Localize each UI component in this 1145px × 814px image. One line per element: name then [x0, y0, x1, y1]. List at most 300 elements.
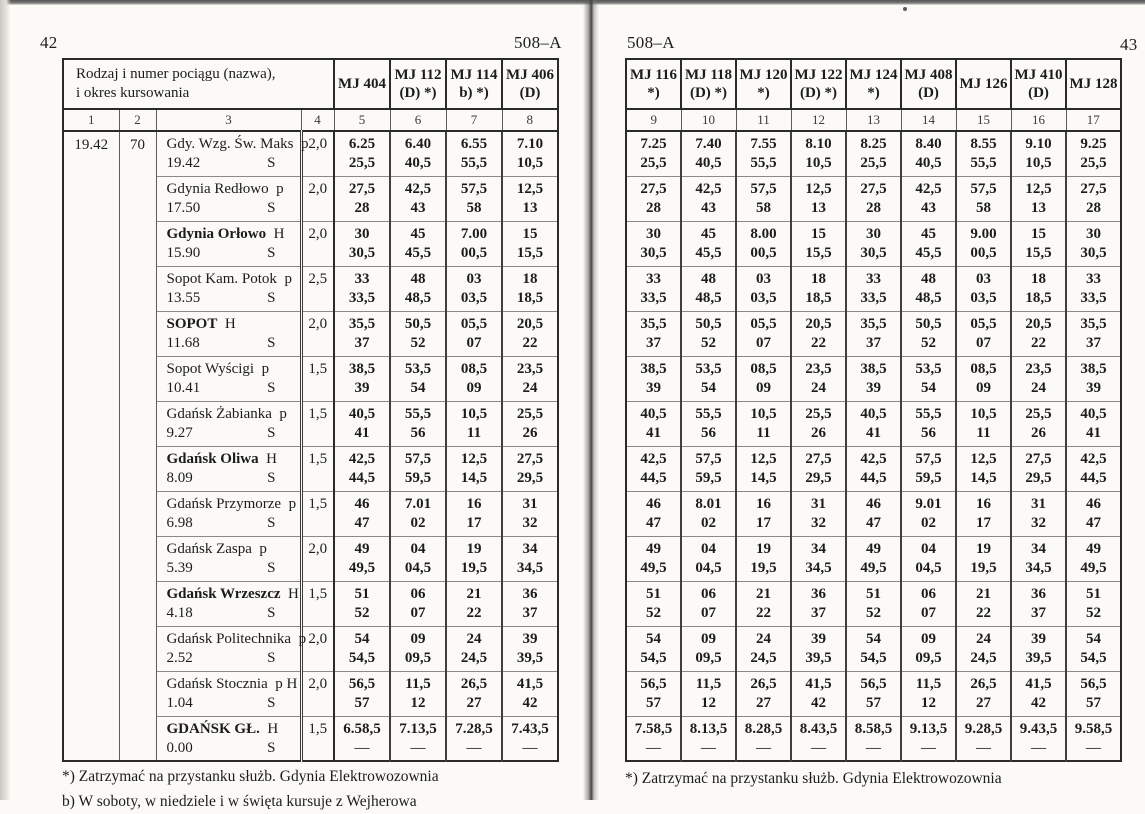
time-line2: 33,5 [348, 289, 376, 306]
time-lines [1067, 222, 1120, 263]
time-lines [503, 537, 557, 578]
time-line1: 8.43,5 [799, 720, 838, 737]
column-number: 8 [502, 109, 558, 131]
time-line2: 14,5 [750, 469, 777, 486]
time-lines [792, 132, 845, 173]
time-line1: 05,5 [970, 315, 997, 332]
time-lines [682, 312, 735, 353]
time-cell [901, 446, 956, 491]
time-line2: 07 [410, 604, 426, 621]
time-cell [1066, 176, 1121, 221]
time-line1: 50,5 [915, 315, 942, 332]
left-page-number: 42 [40, 33, 58, 52]
time-cell [736, 536, 791, 581]
column-number: 6 [390, 109, 446, 131]
station-cell [156, 401, 301, 446]
time-line2: 42 [811, 694, 826, 711]
km-start-cell: 19.42 [63, 131, 119, 761]
time-cell [846, 131, 901, 176]
time-lines [627, 267, 680, 308]
time-line2: 54,5 [348, 649, 376, 666]
station-km: 10.41 [166, 379, 201, 396]
time-lines [902, 717, 955, 758]
station-km-line [157, 424, 300, 443]
time-cell [626, 356, 681, 401]
time-line1: 42,5 [860, 450, 887, 467]
station-name: Gdańsk Wrzeszcz H [166, 585, 299, 602]
footnote: b) W soboty, w niedziele i w święta kursuje z Wejherowa [62, 793, 417, 810]
time-line1: 9.28,5 [964, 720, 1003, 737]
time-line1: 12,5 [516, 180, 544, 197]
time-line1: 51 [866, 585, 881, 602]
time-cell [446, 266, 502, 311]
time-cell [846, 536, 901, 581]
time-cell [446, 221, 502, 266]
time-lines [1012, 312, 1065, 353]
time-lines [335, 312, 389, 353]
time-line2: — [756, 739, 771, 756]
station-km: 4.18 [166, 604, 193, 621]
time-lines [447, 717, 501, 758]
time-line2: 32 [1031, 514, 1046, 531]
table-row [626, 356, 1121, 401]
time-line1: 36 [811, 585, 826, 602]
station-name-text: Gdańsk Przymorze [166, 495, 282, 512]
train-name: MJ 116 [629, 67, 678, 83]
time-line1: 41,5 [516, 675, 544, 692]
station-name-text: Gdańsk Zaspa [166, 540, 252, 557]
station-km-line [157, 514, 300, 533]
time-line2: 40,5 [695, 155, 722, 171]
station-km: 17.50 [166, 199, 201, 216]
time-lines [503, 267, 557, 308]
time-line1: 27,5 [348, 180, 376, 197]
table-row [626, 626, 1121, 671]
time-lines [391, 447, 445, 488]
time-line2: 32 [522, 514, 538, 531]
time-line1: 05,5 [460, 315, 488, 332]
time-line2: 52 [354, 604, 370, 621]
time-cell [956, 221, 1011, 266]
train-column-header [681, 59, 736, 109]
time-line2: 45,5 [404, 244, 432, 261]
time-line2: 09 [466, 379, 482, 396]
time-line2: 52 [921, 334, 936, 351]
time-cell [901, 266, 956, 311]
train-name: MJ 112 [394, 67, 442, 83]
time-lines [902, 222, 955, 263]
time-lines [1067, 627, 1120, 668]
time-lines [902, 132, 955, 173]
time-cell [791, 626, 846, 671]
time-cell [901, 536, 956, 581]
time-line1: 42,5 [640, 450, 667, 467]
time-line1: 51 [646, 585, 661, 602]
time-lines [447, 177, 501, 218]
time-lines [847, 537, 900, 578]
time-line1: 18 [522, 270, 538, 287]
time-line1: 55,5 [404, 405, 432, 422]
time-line2: 00,5 [970, 244, 997, 261]
time-line1: 57,5 [970, 180, 997, 197]
time-cell [791, 176, 846, 221]
time-cell [681, 671, 736, 716]
train-column-header [502, 59, 558, 109]
time-line1: 57,5 [460, 180, 488, 197]
time-cell [901, 311, 956, 356]
time-cell [334, 311, 390, 356]
time-cell [846, 221, 901, 266]
time-lines [627, 312, 680, 353]
time-line1: 16 [466, 495, 482, 512]
station-s-flag: S [267, 199, 276, 216]
station-s-flag: S [267, 334, 276, 351]
time-line2: 25,5 [860, 155, 887, 171]
dwell-time-cell: 2,0 [301, 221, 334, 266]
station-km-line [157, 199, 300, 218]
time-cell [334, 536, 390, 581]
time-line2: 22 [522, 334, 538, 351]
time-line1: 48 [921, 270, 936, 287]
time-cell [736, 311, 791, 356]
timetable-left [62, 58, 559, 762]
time-cell [502, 671, 558, 716]
time-line2: 41 [1086, 424, 1101, 441]
time-lines [792, 717, 845, 758]
time-line1: 18 [811, 270, 826, 287]
station-km: 1.04 [166, 694, 193, 711]
dwell-time-cell: 1,5 [301, 491, 334, 536]
time-line2: 54,5 [640, 649, 667, 666]
train-column-header [334, 59, 390, 109]
time-lines [957, 312, 1010, 353]
time-line2: 37 [811, 604, 826, 621]
station-km: 2.52 [166, 649, 193, 666]
time-cell [390, 131, 446, 176]
time-line2: 00,5 [460, 244, 488, 261]
time-line2: 26 [811, 424, 826, 441]
time-cell [390, 536, 446, 581]
time-line2: 13 [1031, 199, 1046, 216]
time-line2: 44,5 [1080, 469, 1107, 486]
time-line1: 03 [756, 270, 771, 287]
time-line2: 03,5 [460, 289, 488, 306]
time-lines [1067, 267, 1120, 308]
time-line1: 54 [646, 630, 661, 647]
time-line1: 6.55 [460, 136, 488, 152]
time-line1: 7.43,5 [511, 720, 549, 737]
time-lines [847, 177, 900, 218]
table-row [626, 671, 1121, 716]
column-number: 3 [156, 109, 301, 131]
time-line2: 33,5 [640, 289, 667, 306]
time-cell [956, 176, 1011, 221]
time-lines [1012, 582, 1065, 623]
time-line2: 43 [921, 199, 936, 216]
station-km: 15.90 [166, 244, 201, 261]
time-lines [682, 357, 735, 398]
station-s-flag: S [267, 469, 276, 486]
time-line2: 54,5 [860, 649, 887, 666]
station-cell [156, 356, 301, 401]
time-cell [446, 311, 502, 356]
time-lines [737, 447, 790, 488]
time-cell [334, 446, 390, 491]
time-cell [1066, 491, 1121, 536]
time-cell [1066, 446, 1121, 491]
station-cell [156, 176, 301, 221]
time-lines [847, 402, 900, 443]
time-cell [334, 671, 390, 716]
time-cell [956, 581, 1011, 626]
time-cell [390, 176, 446, 221]
right-footnotes [625, 766, 1002, 791]
time-line1: 06 [921, 585, 936, 602]
time-line2: 27 [976, 694, 991, 711]
time-line1: 04 [410, 540, 426, 557]
left-footnotes [62, 764, 439, 814]
time-cell [901, 131, 956, 176]
time-line2: 22 [976, 604, 991, 621]
time-line1: 53,5 [695, 360, 722, 377]
time-lines [335, 357, 389, 398]
time-cell [846, 716, 901, 761]
time-cell [626, 176, 681, 221]
time-line2: 07 [921, 604, 936, 621]
time-lines [503, 627, 557, 668]
time-line2: 09,5 [695, 649, 722, 666]
station-s-flag: S [267, 739, 276, 756]
time-line2: 56 [921, 424, 936, 441]
time-line2: 39,5 [1025, 649, 1052, 666]
time-line2: 59,5 [695, 469, 722, 486]
time-line2: 37 [1031, 604, 1046, 621]
station-name-text: Gdańsk Stocznia [166, 675, 268, 692]
time-line2: 54 [410, 379, 426, 396]
time-lines [737, 672, 790, 713]
column-number: 14 [901, 109, 956, 131]
station-cell [156, 536, 301, 581]
time-line1: 33 [354, 270, 370, 287]
time-line2: 11 [756, 424, 771, 441]
time-lines [737, 132, 790, 173]
time-lines [792, 492, 845, 533]
time-cell [956, 311, 1011, 356]
time-cell [1011, 581, 1066, 626]
time-line1: 25,5 [516, 405, 544, 422]
table-row [626, 221, 1121, 266]
time-line1: 7.01 [404, 495, 432, 512]
column-header-description [63, 59, 334, 109]
station-name: Gdynia Orłowo H [166, 225, 285, 242]
time-line1: 41,5 [805, 675, 832, 692]
time-cell [626, 491, 681, 536]
station-name: Gdy. Wzg. Św. Maks p [166, 136, 309, 152]
time-line2: 12 [921, 694, 936, 711]
time-cell [390, 401, 446, 446]
time-cell [956, 446, 1011, 491]
column-number: 10 [681, 109, 736, 131]
time-lines [1012, 627, 1065, 668]
time-lines [847, 672, 900, 713]
train-note: (D) *) [799, 85, 838, 101]
time-line2: 18,5 [805, 289, 832, 306]
time-line1: 24 [756, 630, 771, 647]
time-lines [391, 537, 445, 578]
time-lines [957, 447, 1010, 488]
time-lines [1067, 717, 1120, 758]
time-cell [626, 626, 681, 671]
time-cell [791, 266, 846, 311]
time-line1: 40,5 [640, 405, 667, 422]
time-lines [902, 357, 955, 398]
time-line1: 31 [522, 495, 538, 512]
time-lines [902, 627, 955, 668]
time-line1: 11,5 [405, 675, 431, 692]
dwell-time-cell: 1,5 [301, 446, 334, 491]
dwell-time-cell: 2,0 [301, 311, 334, 356]
time-line1: 08,5 [970, 360, 997, 377]
time-line1: 7.10 [516, 136, 544, 152]
time-cell [502, 581, 558, 626]
station-km-line [157, 649, 300, 668]
time-line1: 27,5 [516, 450, 544, 467]
time-lines [847, 717, 900, 758]
time-lines [447, 672, 501, 713]
station-cell [156, 671, 301, 716]
time-cell [791, 356, 846, 401]
time-line1: 9.01 [915, 495, 942, 512]
time-lines [1067, 492, 1120, 533]
time-cell [334, 221, 390, 266]
time-cell [901, 401, 956, 446]
time-line2: 55,5 [750, 155, 777, 171]
time-line1: 7.13,5 [399, 720, 437, 737]
time-lines [682, 672, 735, 713]
time-line1: 45 [921, 225, 936, 242]
time-line2: 07 [756, 334, 771, 351]
time-lines [627, 402, 680, 443]
dwell-time-cell: 2,0 [301, 671, 334, 716]
table-row [626, 536, 1121, 581]
column-number: 2 [119, 109, 156, 131]
time-line2: 30,5 [640, 244, 667, 261]
time-cell [956, 131, 1011, 176]
time-line2: 39 [1086, 379, 1101, 396]
time-cell [446, 491, 502, 536]
time-line2: 57 [354, 694, 370, 711]
time-cell [446, 671, 502, 716]
time-line2: 14,5 [460, 469, 488, 486]
time-line1: 24 [466, 630, 482, 647]
train-note: (D) *) [689, 85, 728, 101]
time-line1: 7.58,5 [634, 720, 673, 737]
time-lines [682, 537, 735, 578]
station-name-text: Gdynia Orłowo [166, 225, 267, 242]
time-line1: 7.40 [695, 136, 722, 152]
time-line1: 38,5 [640, 360, 667, 377]
train-note: *) [867, 85, 880, 101]
time-lines [957, 537, 1010, 578]
time-line2: — [522, 739, 538, 756]
train-column-header [956, 59, 1011, 109]
time-line2: 56 [701, 424, 716, 441]
time-line1: 25,5 [1025, 405, 1052, 422]
time-lines [737, 717, 790, 758]
time-cell [1011, 626, 1066, 671]
time-line1: 30 [354, 225, 370, 242]
dwell-time-cell: 1,5 [301, 401, 334, 446]
time-lines [847, 132, 900, 173]
station-km: 11.68 [166, 334, 200, 351]
time-line1: 7.25 [640, 136, 667, 152]
time-cell [846, 356, 901, 401]
train-group-number-cell: 70 [119, 131, 156, 761]
time-line2: 57 [866, 694, 881, 711]
time-lines [627, 222, 680, 263]
time-line1: 12,5 [750, 450, 777, 467]
time-line2: 11 [466, 424, 482, 441]
time-lines [682, 627, 735, 668]
time-lines [737, 222, 790, 263]
time-cell [502, 446, 558, 491]
time-line2: 15,5 [1025, 244, 1052, 261]
station-s-flag: S [267, 379, 276, 396]
time-cell [626, 446, 681, 491]
time-lines [792, 582, 845, 623]
time-line2: 28 [354, 199, 370, 216]
time-line1: 9.13,5 [909, 720, 948, 737]
time-cell [1066, 536, 1121, 581]
time-line2: 57 [646, 694, 661, 711]
station-name: GDAŃSK GŁ. H [166, 720, 279, 737]
time-line2: 13 [811, 199, 826, 216]
train-column-header [791, 59, 846, 109]
time-cell [1066, 311, 1121, 356]
time-line1: 24 [976, 630, 991, 647]
time-line1: 11,5 [915, 675, 942, 692]
time-lines [335, 402, 389, 443]
time-cell [736, 626, 791, 671]
time-lines [1067, 447, 1120, 488]
train-name: MJ 120 [739, 67, 788, 83]
time-cell [901, 671, 956, 716]
time-line1: 9.58,5 [1074, 720, 1113, 737]
time-cell [846, 446, 901, 491]
time-lines [1067, 312, 1120, 353]
time-lines [391, 627, 445, 668]
time-line1: 06 [410, 585, 426, 602]
time-cell [446, 536, 502, 581]
time-lines [1067, 537, 1120, 578]
time-line1: 35,5 [1080, 315, 1107, 332]
time-cell [390, 266, 446, 311]
left-route-code: 508–A [514, 33, 562, 52]
time-line1: 12,5 [460, 450, 488, 467]
train-column-header [736, 59, 791, 109]
station-name-text: Gdy. Wzg. Św. Maks [166, 136, 294, 152]
station-km: 6.98 [166, 514, 193, 531]
time-line1: 26,5 [460, 675, 488, 692]
column-number: 17 [1066, 109, 1121, 131]
time-cell [334, 491, 390, 536]
time-lines [792, 627, 845, 668]
table-row [626, 491, 1121, 536]
table-row [626, 716, 1121, 761]
time-line2: 44,5 [860, 469, 887, 486]
time-cell [681, 446, 736, 491]
time-cell [502, 131, 558, 176]
